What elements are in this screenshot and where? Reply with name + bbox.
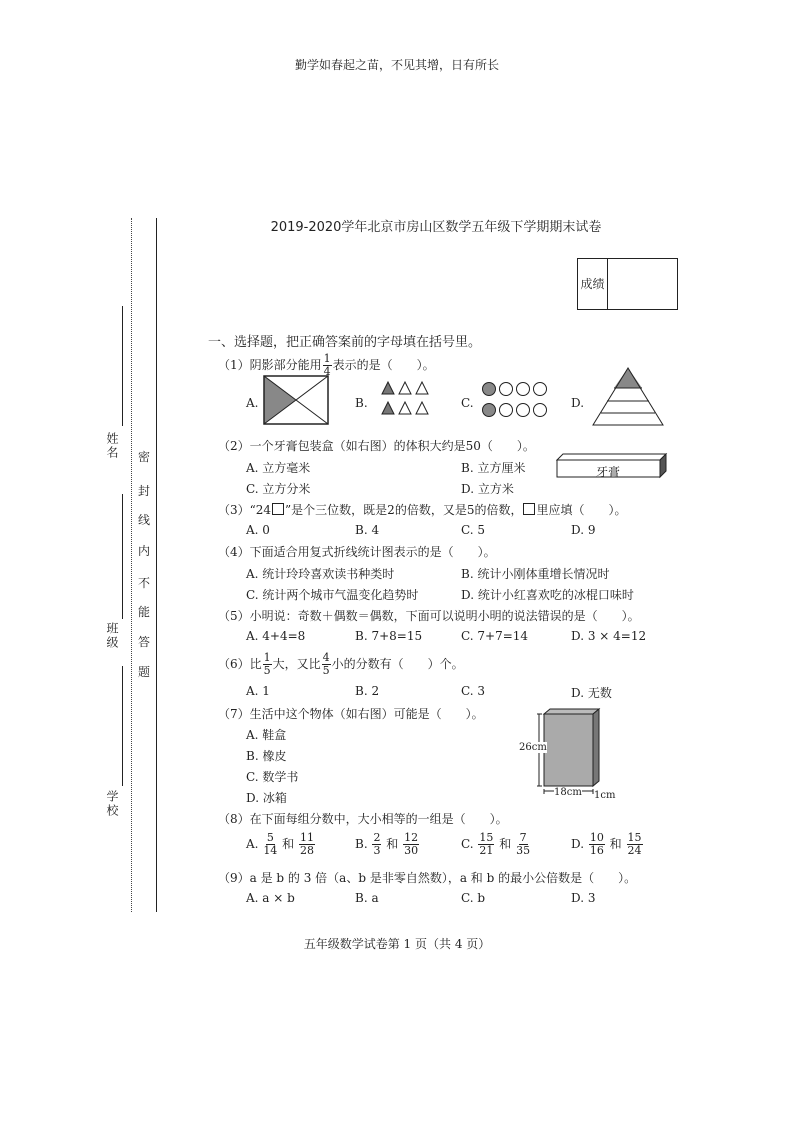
binding-solid-line xyxy=(156,218,157,912)
q8-option-c[interactable]: C. $\frac{15}{21}$ 和 $\frac{7}{35}$ xyxy=(461,831,531,857)
question-4: （4）下面适合用复式折线统计图表示的是（ ）。 xyxy=(218,545,496,559)
q4-option-b[interactable]: B. 统计小刚体重增长情况时 xyxy=(461,567,610,581)
fraction: $\frac{1}{5}$ xyxy=(263,651,271,677)
question-2: （2）一个牙膏包装盒（如右图）的体积大约是50（ ）。 xyxy=(218,439,535,453)
name-underline xyxy=(122,306,123,426)
q1-figure-d xyxy=(591,366,665,428)
q2-option-d[interactable]: D. 立方米 xyxy=(461,482,514,496)
seal-char: 能 xyxy=(138,605,151,619)
q9-option-d[interactable]: D. 3 xyxy=(571,891,596,905)
binding-dotted-line xyxy=(131,218,132,912)
score-label: 成绩 xyxy=(578,259,608,309)
q5-option-a[interactable]: A. 4+4=8 xyxy=(246,629,306,643)
seal-char: 线 xyxy=(138,513,151,527)
q4-option-a[interactable]: A. 统计玲玲喜欢读书种类时 xyxy=(246,567,395,581)
book-width-label: 18cm xyxy=(554,787,582,798)
q4-option-c[interactable]: C. 统计两个城市气温变化趋势时 xyxy=(246,588,419,602)
seal-char: 封 xyxy=(138,484,151,498)
q3-option-a[interactable]: A. 0 xyxy=(246,523,270,537)
fraction: $\frac{10}{16}$ xyxy=(589,831,604,857)
q1-option-b[interactable]: B. xyxy=(355,396,368,410)
q9-option-c[interactable]: C. b xyxy=(461,891,486,905)
q5-option-d[interactable]: D. 3 × 4=12 xyxy=(571,629,647,643)
fraction: $\frac{4}{5}$ xyxy=(322,651,330,677)
q7-option-d[interactable]: D. 冰箱 xyxy=(246,791,287,805)
seal-char: 密 xyxy=(138,450,151,464)
q1-option-a[interactable]: A. xyxy=(246,396,259,410)
school-underline xyxy=(122,666,123,786)
q6-option-d[interactable]: D. 无数 xyxy=(571,686,612,700)
page-footer: 五年级数学试卷第 1 页（共 4 页） xyxy=(303,937,491,951)
q6-option-c[interactable]: C. 3 xyxy=(461,684,486,698)
page-header-motto: 勤学如春起之苗，不见其增，日有所长 xyxy=(294,58,499,72)
question-8: （8）在下面每组分数中，大小相等的一组是（ ）。 xyxy=(218,812,508,826)
q2-option-b[interactable]: B. 立方厘米 xyxy=(461,461,526,475)
score-box[interactable] xyxy=(577,258,678,310)
q6-middle: 大，又比 xyxy=(272,657,321,671)
fraction: $\frac{11}{28}$ xyxy=(299,831,314,857)
fraction: $\frac{15}{24}$ xyxy=(627,831,642,857)
seal-char: 不 xyxy=(138,576,151,590)
q7-option-a[interactable]: A. 鞋盒 xyxy=(246,728,287,742)
q3-option-c[interactable]: C. 5 xyxy=(461,523,486,537)
class-underline xyxy=(122,494,123,619)
question-6 xyxy=(218,652,464,677)
q1-figure-a xyxy=(263,375,329,425)
blank-box-icon xyxy=(523,503,535,515)
q1-figure-c xyxy=(481,380,553,420)
q9-option-b[interactable]: B. a xyxy=(355,891,379,905)
q1-suffix: 表示的是（ ）。 xyxy=(332,358,435,372)
question-7: （7）生活中这个物体（如右图）可能是（ ）。 xyxy=(218,707,484,721)
question-5: （5）小明说：奇数＋偶数＝偶数，下面可以说明小明的说法错误的是（ ）。 xyxy=(218,609,640,623)
fraction: $\frac{12}{30}$ xyxy=(404,831,419,857)
q3-prefix: （3）“24 xyxy=(218,503,272,517)
q1-figure-b xyxy=(380,380,434,420)
q7-option-b[interactable]: B. 橡皮 xyxy=(246,749,287,763)
question-9: （9）a 是 b 的 3 倍（a、b 是非零自然数），a 和 b 的最小公倍数是（ ）。 xyxy=(218,871,637,885)
q2-option-a[interactable]: A. 立方毫米 xyxy=(246,461,311,475)
q6-suffix: 小的分数有（ ）个。 xyxy=(331,657,464,671)
q6-prefix: （6）比 xyxy=(218,657,262,671)
fraction: $\frac{7}{35}$ xyxy=(516,831,531,857)
q8-option-a[interactable]: A. $\frac{5}{14}$ 和 $\frac{11}{28}$ xyxy=(246,831,314,857)
q2-option-c[interactable]: C. 立方分米 xyxy=(246,482,311,496)
q1-option-c[interactable]: C. xyxy=(461,396,474,410)
q4-option-d[interactable]: D. 统计小红喜欢吃的冰棍口味时 xyxy=(461,588,634,602)
q1-prefix: （1）阴影部分能用 xyxy=(218,358,322,372)
seal-char: 内 xyxy=(138,544,151,558)
class-label: 班级 xyxy=(105,622,119,650)
section-title: 一、选择题，把正确答案前的字母填在括号里。 xyxy=(208,335,482,350)
question-3 xyxy=(218,501,626,518)
fraction: $\frac{1}{4}$ xyxy=(323,352,331,378)
q3-option-b[interactable]: B. 4 xyxy=(355,523,380,537)
q6-option-a[interactable]: A. 1 xyxy=(246,684,270,698)
toothpaste-label: 牙膏 xyxy=(596,465,621,479)
q3-suffix: 里应填（ ）。 xyxy=(536,503,627,517)
fraction: $\frac{2}{3}$ xyxy=(373,831,381,857)
page-title: 2019-2020学年北京市房山区数学五年级下学期期末试卷 xyxy=(270,220,602,235)
q7-option-c[interactable]: C. 数学书 xyxy=(246,770,299,784)
q5-option-c[interactable]: C. 7+7=14 xyxy=(461,629,529,643)
blank-box-icon xyxy=(272,503,284,515)
book-depth-label: 1cm xyxy=(594,790,616,801)
school-label: 学校 xyxy=(105,790,119,818)
q8-option-d[interactable]: D. $\frac{10}{16}$ 和 $\frac{15}{24}$ xyxy=(571,831,642,857)
q9-option-a[interactable]: A. a × b xyxy=(246,891,295,905)
q3-option-d[interactable]: D. 9 xyxy=(571,523,596,537)
name-label: 姓名 xyxy=(105,432,119,460)
seal-char: 题 xyxy=(138,665,151,679)
q8-option-b[interactable]: B. $\frac{2}{3}$ 和 $\frac{12}{30}$ xyxy=(355,831,419,857)
q6-option-b[interactable]: B. 2 xyxy=(355,684,380,698)
fraction: $\frac{15}{21}$ xyxy=(479,831,494,857)
q3-middle: ”是个三位数，既是2的倍数，又是5的倍数， xyxy=(285,503,523,517)
seal-char: 答 xyxy=(138,635,151,649)
book-height-label: 26cm xyxy=(519,742,547,753)
fraction: $\frac{5}{14}$ xyxy=(263,831,278,857)
q5-option-b[interactable]: B. 7+8=15 xyxy=(355,629,423,643)
q1-option-d[interactable]: D. xyxy=(571,396,585,410)
